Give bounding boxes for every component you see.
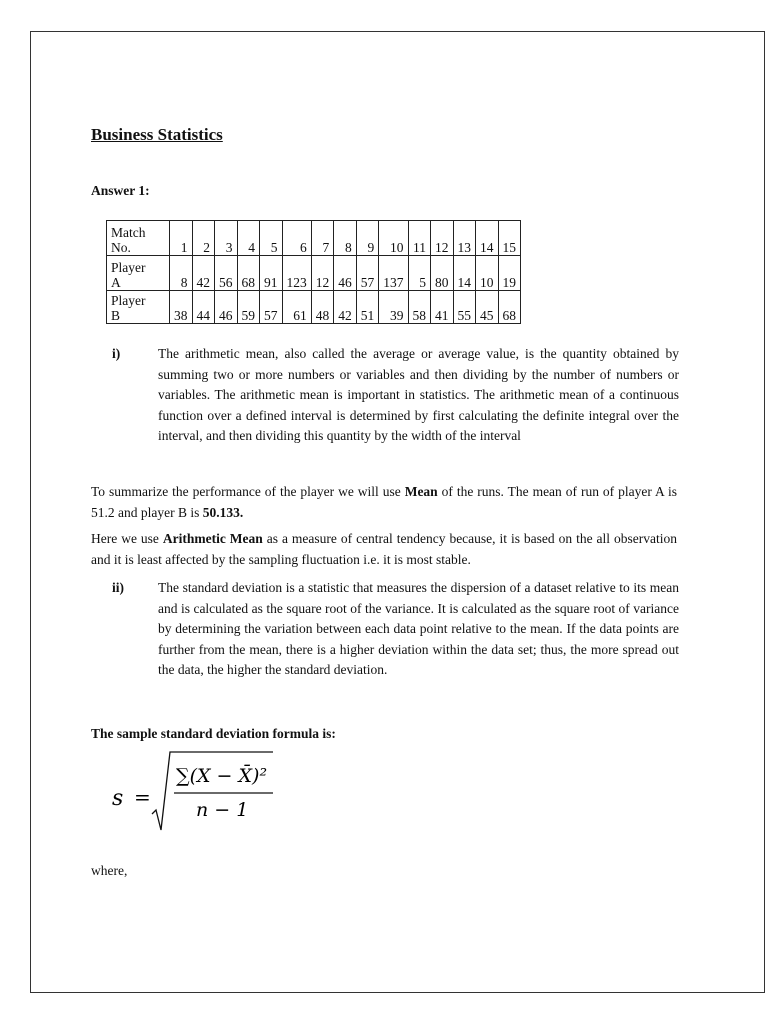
row-label-player-b: Player B	[107, 291, 170, 324]
row-label-match: Match No.	[107, 221, 170, 256]
formula-lhs: s	[112, 786, 124, 811]
table-cell: 46	[334, 256, 357, 291]
table-cell: 4	[237, 221, 260, 256]
table-cell: 14	[453, 256, 476, 291]
formula-denominator: n − 1	[196, 799, 249, 821]
formula-label: The sample standard deviation formula is:	[91, 726, 336, 741]
table-cell: 57	[356, 256, 379, 291]
table-cell: 12	[311, 256, 334, 291]
table-cell: 123	[282, 256, 311, 291]
table-cell: 13	[453, 221, 476, 256]
list-item-text: The arithmetic mean, also called the average or average value, is the quantity obtained by summing two or more numbers or variables and then dividing by the number of numbers or variables. The arithmetic mean is important in statistics. The arithmetic mean of a continuous function over a defined interval is determined by first calculating the definite integral over the interval, and then dividing this quantity by the width of the interval	[158, 346, 679, 443]
std-dev-formula	[110, 748, 290, 832]
table-cell: 51	[356, 291, 379, 324]
table-cell: 57	[260, 291, 283, 324]
table-cell: 5	[260, 221, 283, 256]
table-cell: 3	[215, 221, 238, 256]
list-item-text: The standard deviation is a statistic that measures the dispersion of a dataset relative to its mean and is calculated as the square root of the variance. It is calculated as the square root of variance by determining the variation between each data point relative to the mean. If the data points are further from the mean, there is a higher deviation within the data set; thus, the more spread out the data, the higher the standard deviation.	[158, 580, 679, 677]
paragraph-mean-summary: To summarize the performance of the player we will use Mean of the runs. The mean of run of player A is 51.2 and player B is 50.133.	[91, 484, 677, 520]
table-cell: 55	[453, 291, 476, 324]
table-cell: 9	[356, 221, 379, 256]
page-title: Business Statistics	[91, 125, 223, 144]
table-cell: 56	[215, 256, 238, 291]
table-cell: 5	[408, 256, 431, 291]
table-cell: 68	[237, 256, 260, 291]
table-cell: 137	[379, 256, 408, 291]
table-cell: 14	[476, 221, 499, 256]
table-cell: 2	[192, 221, 215, 256]
where-text: where,	[91, 863, 128, 878]
table-cell: 44	[192, 291, 215, 324]
table-cell: 91	[260, 256, 283, 291]
table-cell: 7	[311, 221, 334, 256]
table-cell: 39	[379, 291, 408, 324]
table-cell: 46	[215, 291, 238, 324]
formula-equals: =	[134, 785, 151, 809]
table-cell: 19	[498, 256, 521, 291]
table-cell: 42	[192, 256, 215, 291]
runs-table	[106, 220, 521, 324]
table-cell: 10	[379, 221, 408, 256]
table-cell: 6	[282, 221, 311, 256]
paragraph-arithmetic-mean: Here we use Arithmetic Mean as a measure of central tendency because, it is based on the all observation and it is least affected by the sampling fluctuation i.e. it is most stable.	[91, 531, 677, 567]
table-cell: 38	[170, 291, 193, 324]
table-cell: 48	[311, 291, 334, 324]
table-cell: 45	[476, 291, 499, 324]
table-row-match	[107, 221, 521, 256]
table-cell: 1	[170, 221, 193, 256]
list-marker: i)	[112, 346, 121, 361]
answer-heading: Answer 1:	[91, 183, 150, 198]
row-label-player-a: Player A	[107, 256, 170, 291]
table-cell: 11	[408, 221, 431, 256]
formula-numerator: ∑(X − X̄)²	[176, 765, 268, 787]
table-cell: 8	[170, 256, 193, 291]
table-row-player-b	[107, 291, 521, 324]
table-cell: 58	[408, 291, 431, 324]
list-marker: ii)	[112, 580, 124, 595]
table-cell: 10	[476, 256, 499, 291]
table-cell: 41	[431, 291, 454, 324]
table-cell: 59	[237, 291, 260, 324]
table-cell: 61	[282, 291, 311, 324]
table-cell: 12	[431, 221, 454, 256]
table-cell: 80	[431, 256, 454, 291]
table-row-player-a	[107, 256, 521, 291]
table-cell: 15	[498, 221, 521, 256]
table-cell: 8	[334, 221, 357, 256]
table-cell: 42	[334, 291, 357, 324]
table-cell: 68	[498, 291, 521, 324]
